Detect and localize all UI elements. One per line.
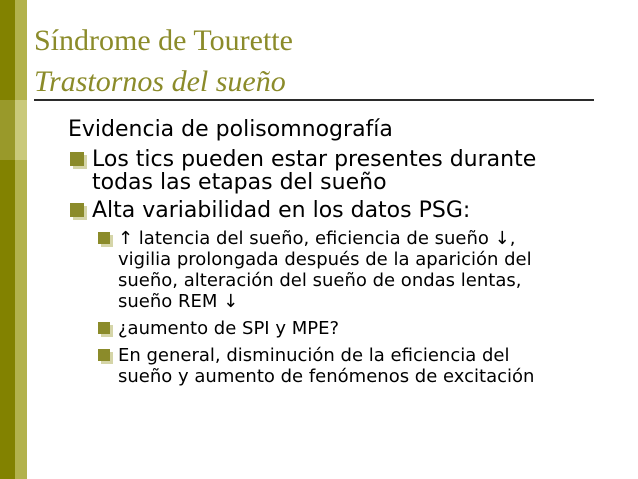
slide-subtitle: Trastornos del sueño: [34, 65, 286, 98]
sub-bullet-text-line: ¿aumento de SPI y MPE?: [118, 318, 340, 339]
square-bullet-icon: [70, 152, 84, 166]
square-bullet-icon: [70, 203, 84, 217]
sidebar-accent-light: [15, 0, 27, 479]
sub-bullet-text-line: En general, disminución de la eficiencia del: [118, 345, 510, 366]
bullet-text-line: Los tics pueden estar presentes durante: [92, 147, 537, 172]
sub-bullet-text-line: sueño, alteración del sueño de ondas lentas,: [118, 270, 522, 291]
square-bullet-icon: [98, 232, 110, 244]
sub-bullet-item: [60, 345, 620, 387]
slide-content: [60, 116, 620, 387]
title-underline: [34, 99, 594, 101]
square-bullet-icon: [98, 322, 110, 334]
sub-bullet-text-line: ↑ latencia del sueño, eficiencia de sueño ↓,: [118, 228, 516, 249]
sidebar-accent-dark-notch: [0, 100, 15, 160]
bullet-text-line: todas las etapas del sueño: [92, 170, 387, 195]
sub-bullet-text-line: sueño y aumento de fenómenos de excitación: [118, 366, 535, 387]
content-heading: Evidencia de polisomnografía: [68, 117, 393, 142]
bullet-item: [60, 148, 620, 194]
square-bullet-icon: [98, 349, 110, 361]
sub-bullet-text-line: vigilia prolongada después de la aparición del: [118, 249, 532, 270]
sidebar-accent-light-notch: [15, 100, 27, 160]
sidebar-accent-dark: [0, 0, 15, 479]
bullet-item: [60, 199, 620, 222]
slide-title: Síndrome de Tourette: [34, 24, 293, 57]
sub-bullet-text-line: sueño REM ↓: [118, 291, 239, 312]
sub-bullet-item: [60, 228, 620, 312]
bullet-text-line: Alta variabilidad en los datos PSG:: [92, 198, 471, 223]
sub-bullet-item: [60, 318, 620, 339]
